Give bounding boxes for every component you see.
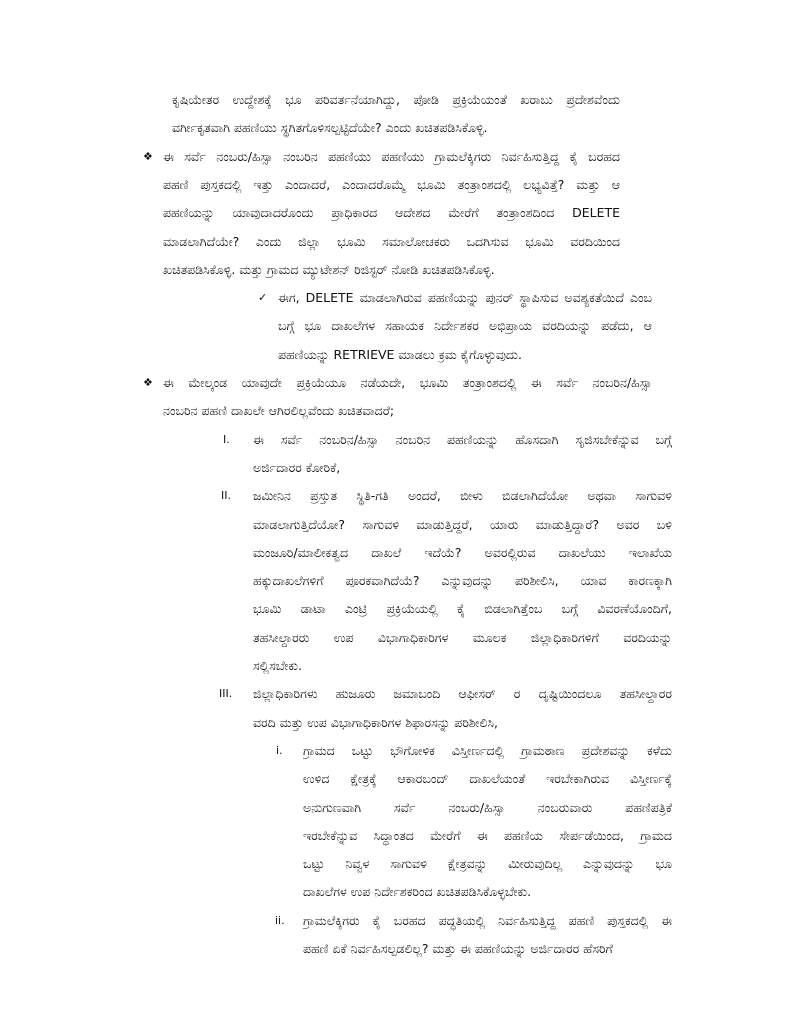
text-line: ಮಾಡಲಾಗಿದೆಯೇ? ಎಂದು ಜಿಲ್ಲಾ ಭೂಮಿ ಸಮಾಲೋಚಕರು ಒದಗಿಸುವ ಭೂಮಿ ವರದಿಯಿಂದ (163, 233, 620, 249)
bullet-icon: ❖ (143, 376, 153, 389)
text-line: ಕೃಷಿಯೇತರ ಉದ್ದೇಶಕ್ಕೆ ಭೂ ಪರಿವರ್ತನೆಯಾಗಿದ್ದು, ಪೋಡಿ ಪ್ರಕ್ರಿಯೆಯಂತೆ ಖರಾಬು ಪ್ರದೇಶವೆಂದು (172, 92, 620, 107)
list-numeral: ii. (275, 913, 285, 927)
text-line: ಜಿಲ್ಲಾಧಿಕಾರಿಗಳು ಹುಜೂರು ಜಮಾಬಂದಿ ಆಫೀಸರ್ ರ ದೃಷ್ಟಿಯಿಂದಲೂ ತಹಸೀಲ್ದಾರರ (253, 686, 672, 702)
text-line: ವರ್ಗೀಕೃತವಾಗಿ ಪಹಣಿಯು ಸ್ಥಗಿತಗೊಳಿಸಲ್ಪಟ್ಟಿದೆಯೇ? ಎಂದು ಖಚಿತಪಡಿಸಿಕೊಳ್ಳಿ. (172, 120, 488, 136)
text-line: ಪಹಣಿ ಪುಸ್ತಕದಲ್ಲಿ ಇತ್ತು ಎಂದಾದರೆ, ಎಂದಾದರೊಮ್ಮೆ ಭೂಮಿ ತಂತ್ರಾಂಶದಲ್ಲಿ ಲಭ್ಯವಿತ್ತೆ? ಮತ್ತು ಆ (163, 176, 620, 192)
text-line: ವರದಿ ಮತ್ತು ಉಪ ವಿಭಾಗಾಧಿಕಾರಿಗಳ ಶಿಫಾರಸನ್ನು ಪರಿಶೀಲಿಸಿ, (253, 714, 498, 730)
text-line: ಪಹಣಿಯನ್ನು ಯಾವುದಾದರೊಂದು ಪ್ರಾಧಿಕಾರದ ಆದೇಶದ ಮೇರೆಗೆ ತಂತ್ರಾಂಶದಿಂದ DELETE (163, 205, 620, 221)
list-numeral: III. (219, 687, 233, 701)
text-line: ಪಹಣಿಯನ್ನು RETRIEVE ಮಾಡಲು ಕ್ರಮ ಕೈಗೊಳ್ಳುವುದು. (278, 346, 522, 362)
list-numeral: i. (276, 743, 283, 757)
text-line: ಹಕ್ಕುದಾಖಲೆಗಳಿಗೆ ಪೂರಕವಾಗಿದೆಯೆ? ಎನ್ನುವುದನ್ನು ಪರಿಶೀಲಿಸಿ, ಯಾವ ಕಾರಣಕ್ಕಾಗಿ (253, 573, 672, 589)
checkmark-icon: ✓ (258, 291, 268, 305)
text-line: ತಹಸೀಲ್ದಾರರು ಉಪ ವಿಭಾಗಾಧಿಕಾರಿಗಳ ಮೂಲಕ ಜಿಲ್ಲಾಧಿಕಾರಿಗಳಿಗೆ ವರದಿಯನ್ನು (253, 629, 672, 645)
text-line: ಈ ಸರ್ವೆ ನಂಬರಿನ/ಹಿಸ್ಸಾ ನಂಬರಿನ ಪಹಣಿಯನ್ನು ಹೊಸದಾಗಿ ಸೃಜಿಸಬೇಕೆನ್ನುವ ಬಗ್ಗೆ (253, 431, 672, 447)
text-line: ನಂಬರಿನ ಪಹಣಿ ದಾಖಲೇ ಆಗಿರಲಿಲ್ಲವೆಂದು ಖಚಿತವಾದರೆ; (163, 403, 395, 419)
text-line: ಈ ಸರ್ವೆ ನಂಬರು/ಹಿಸ್ಸಾ ನಂಬರಿನ ಪಹಣಿಯು ಪಹಣಿಯು ಗ್ರಾಮಲೆಕ್ಕಿಗರು ನಿರ್ವಹಿಸುತ್ತಿದ್ದ ಕೈ ಬರಹದ (163, 148, 620, 164)
text-line: ಭೂಮಿ ಡಾಟಾ ಎಂಟ್ರಿ ಪ್ರಕ್ರಿಯೆಯಲ್ಲಿ ಕೈ ಬಿಡಲಾಗಿತ್ತೆಂಬ ಬಗ್ಗೆ ವಿವರಣೆಯೊಂದಿಗೆ, (253, 601, 672, 617)
text-line: ಮಂಜೂರಿ/ಮಾಲೀಕತ್ವದ ದಾಖಲೆ ಇದೆಯೆ? ಅವರಲ್ಲಿರುವ ದಾಖಲೆಯು ಇಲಾಖೆಯ (253, 544, 672, 560)
list-numeral: I. (223, 432, 230, 446)
text-line: ಈಗ, DELETE ಮಾಡಲಾಗಿರುವ ಪಹಣಿಯನ್ನು ಪುನರ್ ಸ್ಥಾಪಿಸುವ ಅವಶ್ಯಕತೆಯಿದೆ ಎಂಬ (278, 290, 652, 306)
text-line: ಗ್ರಾಮದ ಒಟ್ಟು ಭೌಗೋಳಿಕ ವಿಸ್ತೀರ್ಣದಲ್ಲಿ ಗ್ರಾಮಠಾಣ ಪ್ರದೇಶವನ್ನು ಕಳೆದು (303, 742, 672, 758)
text-line: ಸಲ್ಲಿಸಬೇಕು. (253, 658, 302, 673)
text-line: ಅನುಗುಣವಾಗಿ ಸರ್ವೆ ನಂಬರು/ಹಿಸ್ಸಾ ನಂಬರುವಾರು ಪಹಣಿಪತ್ರಿಕೆ (303, 799, 672, 815)
list-numeral: II. (221, 489, 231, 503)
text-line: ಪಹಣಿ ಏಕೆ ನಿರ್ವಹಿಸಲ್ಪಡಲಿಲ್ಲ? ಮತ್ತು ಈ ಪಹಣಿಯನ್ನು ಅರ್ಜಿದಾರರ ಹೆಸರಿಗೆ (303, 941, 613, 956)
text-line: ಈ ಮೇಲ್ಕಂಡ ಯಾವುದೇ ಪ್ರಕ್ರಿಯೆಯೂ ನಡೆಯದೇ, ಭೂಮಿ ತಂತ್ರಾಂಶದಲ್ಲಿ ಈ ಸರ್ವೆ ನಂಬರಿನ/ಹಿಸ್ಸಾ (163, 375, 652, 390)
text-line: ಬಗ್ಗೆ ಭೂ ದಾಖಲೆಗಳ ಸಹಾಯಕ ನಿರ್ದೇಶಕರ ಅಭಿಪ್ರಾಯ ವರದಿಯನ್ನು ಪಡೆದು, ಆ (278, 318, 652, 334)
text-line: ಒಟ್ಟು ನಿವ್ವಳ ಸಾಗುವಳಿ ಕ್ಷೇತ್ರವನ್ನು ಮೀರುವುದಿಲ್ಲ ಎನ್ನುವುದನ್ನು ಭೂ (303, 856, 672, 872)
text-line: ಅರ್ಜಿದಾರರ ಕೋರಿಕೆ, (253, 459, 341, 475)
text-line: ಮಾಡಲಾಗುತ್ತಿದೆಯೋ? ಸಾಗುವಳಿ ಮಾಡುತ್ತಿದ್ದರೆ, ಯಾರು ಮಾಡುತ್ತಿದ್ದಾರೆ? ಅವರ ಬಳಿ (253, 516, 672, 532)
text-line: ಗ್ರಾಮಲೆಕ್ಕಿಗರು ಕೈ ಬರಹದ ಪದ್ಧತಿಯಲ್ಲಿ ನಿರ್ವಹಿಸುತ್ತಿದ್ದ ಪಹಣಿ ಪುಸ್ತಕದಲ್ಲಿ ಈ (303, 912, 672, 928)
text-line: ಇರಬೇಕೆನ್ನುವ ಸಿದ್ಧಾಂತದ ಮೇರೆಗೆ ಈ ಪಹಣಿಯ ಸೇರ್ಪಡೆಯಿಂದ, ಗ್ರಾಮದ (303, 827, 672, 843)
bullet-icon: ❖ (143, 149, 153, 163)
text-line: ಖಚಿತಪಡಿಸಿಕೊಳ್ಳಿ. ಮತ್ತು ಗ್ರಾಮದ ಮ್ಯುಟೇಶನ್ ರಿಜಿಸ್ಟರ್ ನೋಡಿ ಖಚಿತಪಡಿಸಿಕೊಳ್ಳಿ. (163, 261, 495, 277)
text-line: ಜಮೀನಿನ ಪ್ರಸ್ತುತ ಸ್ಥಿತಿ-ಗತಿ ಅಂದರೆ, ಬೀಳು ಬಿಡಲಾಗಿದೆಯೋ ಅಥವಾ ಸಾಗುವಳಿ (253, 488, 672, 504)
text-line: ದಾಖಲೆಗಳ ಉಪ ನಿರ್ದೇಶಕರಿಂದ ಖಚಿತಪಡಿಸಿಕೊಳ್ಳಬೇಕು. (303, 884, 532, 900)
text-line: ಉಳಿದ ಕ್ಷೇತ್ರಕ್ಕೆ ಆಕಾರಬಂದ್ ದಾಖಲೆಯಂತೆ ಇರಬೇಕಾಗಿರುವ ವಿಸ್ತೀರ್ಣಕ್ಕೆ (303, 771, 672, 787)
